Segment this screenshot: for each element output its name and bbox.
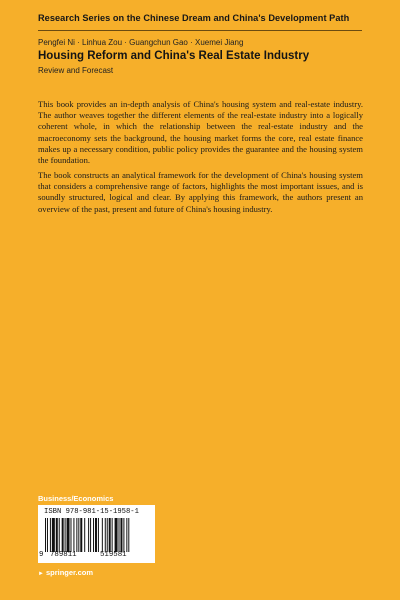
barcode-bars [45,518,149,552]
barcode-bar [98,518,99,552]
barcode-bar [105,518,106,552]
barcode-bar [45,518,46,552]
header-divider [38,30,362,31]
barcode-bar [109,518,111,552]
barcode-bar [67,518,70,552]
barcode-bar [73,518,74,552]
barcode-bar [76,518,77,552]
barcode-bar [62,518,64,552]
publisher-link[interactable] [38,568,93,577]
barcode-bar [112,518,113,552]
book-subtitle: Review and Forecast [38,66,114,75]
author-list: Pengfei Ni · Linhua Zou · Guangchun Gao · Xuemei Jiang [38,38,244,47]
barcode-bar [115,518,118,552]
barcode-bar [88,518,89,552]
barcode-bar [80,518,82,552]
barcode-bar [90,518,91,552]
barcode-digit-group-left: 789811 [50,551,77,559]
isbn-barcode [38,505,155,563]
barcode-bar [102,518,103,552]
publisher-url: springer.com [45,568,94,577]
barcode-bar [52,518,55,552]
barcode-bar [107,518,108,552]
barcode-bar [126,518,127,552]
blurb-paragraph-1: This book provides an in-depth analysis of China's housing system and real-estate industry. The author weaves together the different elements of the real-estate industry into a logically coherent whole, in which the relationship between the real-estate industry and the macroeconomy sets the background, the housing market forms the core, real estate finance makes up a necessary condition, public policy provides the guarantee and the housing system the foundation. [38,99,363,166]
barcode-bar [120,518,122,552]
isbn-label: ISBN 978-981-15-1958-1 [44,508,139,516]
subject-category: Business/Economics [38,494,114,503]
arrow-icon: ► [38,571,44,577]
barcode-bar [119,518,120,552]
barcode-bar [59,518,60,552]
barcode-bar [123,518,124,552]
barcode-bar [95,518,97,552]
book-title: Housing Reform and China's Real Estate Industry [38,50,310,62]
barcode-bar [84,518,85,552]
barcode-bar [56,518,58,552]
barcode-bar [78,518,79,552]
barcode-bar [65,518,66,552]
barcode-bar [128,518,129,552]
barcode-bar [70,518,71,552]
barcode-bar [93,518,94,552]
barcode-digit-group-right: 519581 [100,551,127,559]
barcode-digit-lead: 9 [39,551,44,559]
barcode-bar [47,518,48,552]
barcode-bar [50,518,51,552]
blurb-paragraph-2: The book constructs an analytical framework for the development of China's housing system that considers a comprehensive range of factors, highlights the most important issues, and is soundly structured, logical and clear. By applying this framework, the authors present an overview of the past, present and future of China's housing industry. [38,170,363,214]
series-title: Research Series on the Chinese Dream and China's Development Path [38,13,350,23]
